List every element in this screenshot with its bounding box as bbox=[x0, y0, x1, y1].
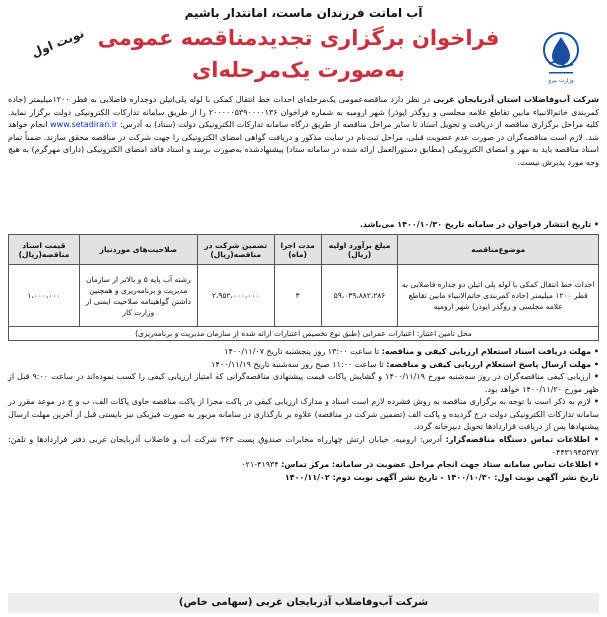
submission-deadline-value: تا ساعت ۱۱:۰۰ صبح روز سه‌شنبه تاریخ ۱۴۰۰/۱۱/۱۹ bbox=[211, 360, 387, 369]
intro-paragraph bbox=[8, 94, 599, 218]
publish-date: • تاریخ انتشار فراخوان در سامانه تاریخ ۱۴۰۰/۱۰/۳۰ می‌باشد. bbox=[8, 218, 599, 231]
logo-caption: وزارت نیرو bbox=[548, 78, 574, 84]
publication-dates-text: تاریخ نشر آگهی نوبت اول: ۱۴۰۰/۱۰/۳۰ - تاریخ نشر آگهی نوبت دوم: ۱۴۰۰/۱۱/۰۲ bbox=[284, 472, 599, 482]
table-row bbox=[9, 265, 599, 327]
publication-dates bbox=[8, 472, 599, 485]
setad-contact-value: ۴۱۹۳۴-۰۲۱ bbox=[241, 460, 282, 470]
setad-contact-label: اطلاعات تماس سامانه ستاد جهت انجام مراحل عضویت در سامانه: مرکز تماس: bbox=[281, 460, 592, 470]
submission-deadline-label: مهلت ارسال پاسخ استعلام ارزیابی کیفی و مناقصه: bbox=[386, 360, 592, 369]
contact-info bbox=[8, 434, 599, 459]
first-publication-stamp: نوبت اول bbox=[29, 26, 87, 60]
cell-funding: محل تامین اعتبار: اعتبارات عمرانی (طبق نوع تخصیص اعتبارات ارائه شده از سازمان مدیریت و برنامه‌ریزی) bbox=[9, 327, 599, 341]
contact-info-label: اطلاعات تماس دستگاه مناقصه‌گزار: bbox=[445, 434, 590, 444]
cell-guarantee: ۲،۹۵۲،۰۰۰،۰۰۰ bbox=[197, 265, 274, 327]
notice-header bbox=[8, 22, 599, 94]
deadlines-section bbox=[8, 345, 599, 371]
envelope-note: • لازم به ذکر است با توجه به برگزاری مناقصه به روش فشرده لازم است اسناد و مدارک ارزیابی کیفی در پاکت مجزا از پاکت مناقصه حاوی پاکات الف، ب و ج در موعد مقرر در سامانه تدارکات الکترونیکی دولت درج گردیده و پاکت الف (تضمین شرکت در مناقصه) علاوه بر بارگذاری در سامانه مزبور به صورت فیزیکی نیز بایستی قبل از آخرین مهلت ارسال پیشنهادها پس از دریافت قراردادها تحویل دبیرخانه گردد. bbox=[8, 396, 599, 434]
documents-deadline-value: تا ساعت ۱۳:۰۰ روز پنجشنبه تاریخ ۱۴۰۰/۱۱/۰۷ bbox=[224, 347, 382, 356]
setad-contact bbox=[8, 459, 599, 472]
funding-row bbox=[9, 327, 599, 341]
tender-table bbox=[8, 234, 599, 341]
documents-deadline bbox=[8, 345, 599, 358]
setad-link[interactable]: www.setadiran.ir bbox=[50, 120, 118, 130]
submission-deadline bbox=[8, 358, 599, 371]
documents-deadline-label: مهلت دریافت اسناد استعلام ارزیابی کیفی و مناقصه: bbox=[381, 347, 592, 356]
cell-qualification: رشته آب پایه ۵ و بالاتر از سازمان مدیریت و برنامه‌ریزی و همچنین داشتن گواهینامه صلاحیت ایمنی از وزارت کار bbox=[79, 265, 197, 327]
footer-company: شرکت آب‌وفاضلاب آذربایجان غربی (سهامی خاص) bbox=[8, 593, 599, 613]
col-guarantee: تضمین شرکت در مناقصه(ریال) bbox=[197, 235, 274, 265]
col-qualification: صلاحیت‌های موردنیاز bbox=[79, 235, 197, 265]
water-company-logo-icon bbox=[537, 30, 585, 88]
notice-subtitle: به‌صورت یک‌مرحله‌ای bbox=[192, 58, 405, 82]
cell-estimate: ۵۹،۰۳۹،۸۸۲،۲۸۶ bbox=[321, 265, 398, 327]
company-name: شرکت آب‌وفاضلاب استان آذربایجان غربی bbox=[433, 95, 599, 104]
cell-duration: ۳ bbox=[274, 265, 321, 327]
notice-title: فراخوان برگزاری تجدیدمناقصه عمومی bbox=[97, 26, 500, 50]
col-estimate: مبلغ برآورد اولیه (ریال) bbox=[321, 235, 398, 265]
cell-docs-price: ۱،۰۰۰،۰۰۰ bbox=[9, 265, 80, 327]
evaluation-note: • ارزیابی کیفی مناقصه‌گران در روز سه‌شنبه مورخ ۱۴۰۰/۱۱/۱۹ و گشایش پاکات قیمت پیشنهادی مناقصه‌گرانی که امتیاز ارزیابی کیفی را کسب نموده‌اند در ساعت ۹:۰۰ قبل از ظهر مورخ ۱۴۰۰/۱۱/۲۰ خواهد بود. bbox=[8, 371, 599, 396]
contact-info-value: آدرس: ارومیه، خیابان ارتش چهارراه مخابرات صندوق پست ۳۶۳ شرکت آب و فاضلاب آذربایجان غربی دفتر قراردادها و تلفن: ۰۴۴۳۱۹۴۵۳۷۲ bbox=[8, 434, 599, 457]
notes-section bbox=[8, 371, 599, 484]
cell-subject: احداث خط انتقال کمکی با لوله پلی اتیلن دو جداره فاضلابی به قطر ۱۲۰۰ میلیمتر (جاده کمربندی خاتم‌الانبیاء مابین تقاطع علامه مجلسی و روگذر اپوذر) شهر ارومیه bbox=[398, 265, 599, 327]
col-docs-price: قیمت اسناد مناقصه(ریال) bbox=[9, 235, 80, 265]
motto-text: آب امانت فرزندان ماست، امانتدار باشیم bbox=[184, 6, 423, 20]
col-duration: مدت اجرا (ماه) bbox=[274, 235, 321, 265]
intro-text-part2: انجام خواهد شد. لازم است مناقصه‌گران در صورت عدم عضویت قبلی، مراحل ثبت‌نام در سایت مذکور و دریافت گواهی امضای الکترونیکی را جهت شرکت در مناقصه محقق سازند. ضمناً تمام اسناد مناقصه باید به مهر و امضای الکترونیکی (مطابق دستورالعمل ارائه شده در سامانه ستاد) پیشنهادشده به‌صورت برسد و اسناد فاقد امضای الکترونیکی (دارای مهرگرم) به هیچ وجه مورد پذیرش نیست. bbox=[8, 120, 599, 167]
intro-text-part1: در نظر دارد مناقصه‌عمومی یک‌مرحله‌ای احداث خط انتقال کمکی با لوله پلی‌اتیلن دوجداره فاضلابی به قطر ۱۲۰۰میلیمتر (جاده کمربندی خاتم‌الانبیاء مابین تقاطع علامه مجلسی و روگذر اپوذر) شهر ارومیه به شماره فراخوان ۲۰۰۰۰۰۵۳۹۰۰۰۰۱۳۶ را از طریق سامانه تدارکات الکترونیکی دولت برگزار نماید. کلیه مراحل برگزاری مناقصه از دریافت و تحویل اسناد تا سایر مراحل مناقصه از طریق درگاه سامانه تدارکات الکترونیکی دولت (ستاد) به آدرس: bbox=[8, 95, 599, 130]
col-subject: موضوع‌مناقصه bbox=[398, 235, 599, 265]
table-header-row bbox=[9, 235, 599, 265]
